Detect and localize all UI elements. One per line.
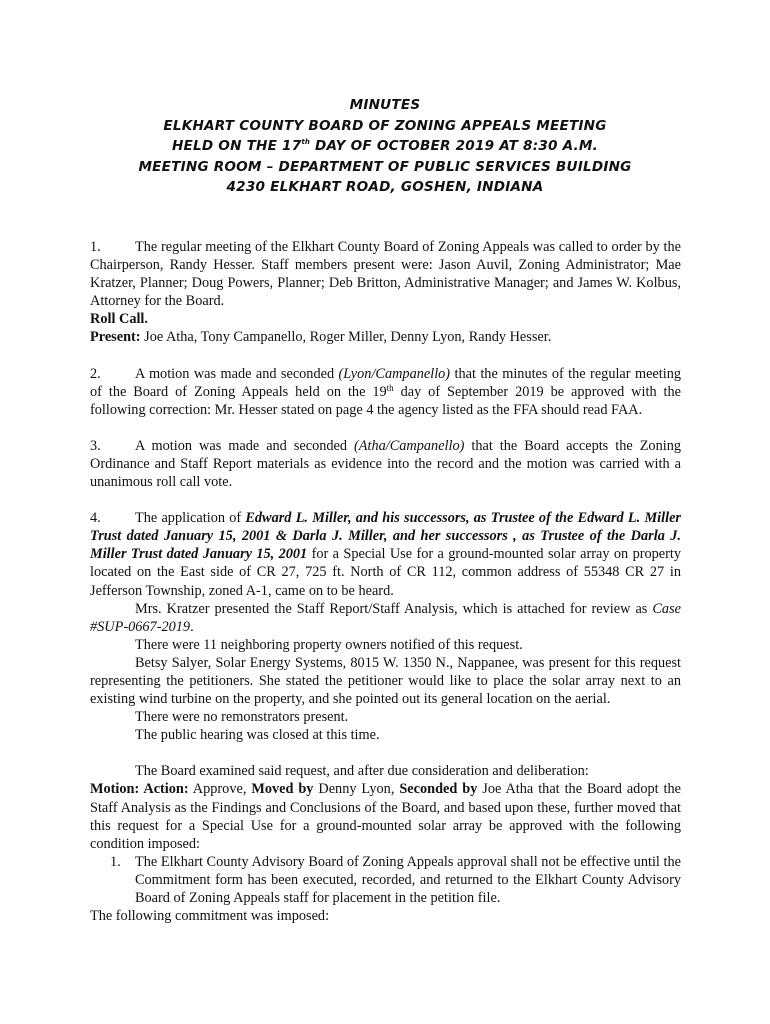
minutes-header xyxy=(90,95,680,198)
item-4-applicants: Edward L. Miller, and his successors, as Trustee of the Edward L. Miller Trust dated January 15, 2001 & Darla J. Miller, and her successors , as Trustee of the Darla J. Miller Trust dated January 15, 2001 xyxy=(90,510,681,563)
moved-by-label: Moved by xyxy=(251,781,314,798)
item-3-text-a: A motion was made and seconded xyxy=(135,437,354,454)
staff-report-paragraph xyxy=(90,600,681,636)
item-3-text-b: that the Board accepts the Zoning Ordinance and Staff Report materials as evidence into the record and the motion was carried with a unanimous roll call vote. xyxy=(90,437,681,491)
no-remonstrators-line: There were no remonstrators present. xyxy=(135,709,349,726)
item-4-text-a: The application of xyxy=(135,510,246,527)
present-members: Joe Atha, Tony Campanello, Roger Miller, Denny Lyon, Randy Hesser. xyxy=(140,329,552,346)
item-2-paragraph xyxy=(90,365,681,419)
seconded-by-label: Seconded by xyxy=(399,781,478,798)
item-1-paragraph xyxy=(90,238,681,310)
examined-line: The Board examined said request, and after due consideration and deliberation: xyxy=(135,763,589,780)
header-date-line xyxy=(90,136,680,157)
roll-call-label: Roll Call. xyxy=(90,311,148,328)
roll-call xyxy=(90,310,681,328)
item-1-number: 1. xyxy=(90,239,101,255)
header-meeting-room: MEETING ROOM – DEPARTMENT OF PUBLIC SERVICES BUILDING xyxy=(138,158,632,175)
item-3-number: 3. xyxy=(90,437,101,454)
item-3-paragraph xyxy=(90,437,681,491)
motion-paragraph xyxy=(90,780,681,852)
header-title: MINUTES xyxy=(349,97,421,113)
motion-text-b: Joe Atha that the Board adopt the Staff Analysis as the Findings and Conclusions of the Board, and based upon these, further moved that this request for a Special Use for a ground-mounted solar array be approved with the following condition imposed: xyxy=(90,781,681,852)
commitment-line: The following commitment was imposed: xyxy=(90,908,330,925)
condition-text: The Elkhart County Advisory Board of Zoning Appeals approval shall not be effective until the Commitment form has been executed, recorded, and returned to the Elkhart County Advisory Board of Zoning Appeals staff for placement in the petition file. xyxy=(135,853,681,906)
present-label: Present: xyxy=(90,329,141,346)
motion-label: Motion: Action: xyxy=(90,781,189,798)
item-2-sup: th xyxy=(386,382,394,393)
header-date-sup: th xyxy=(301,138,311,146)
condition-item xyxy=(110,853,681,907)
item-4-number: 4. xyxy=(90,510,101,527)
condition-number: 1. xyxy=(110,853,121,870)
item-4-text-b: for a Special Use for a ground-mounted solar array on property located on the East side of CR 27, 725 ft. North of CR 112, common address of 55348 CR 27 in Jefferson Township, zoned A-1, came on to be heard. xyxy=(90,546,681,599)
staff-report-text: Mrs. Kratzer presented the Staff Report/Staff Analysis, which is attached for review as xyxy=(135,600,653,617)
item-4-paragraph xyxy=(90,509,681,599)
item-2-text-a: A motion was made and seconded xyxy=(135,365,339,382)
minutes-body xyxy=(90,238,681,925)
hearing-closed-line: The public hearing was closed at this time. xyxy=(135,727,380,744)
item-2-text-b: that the minutes of the regular meeting of the Board of Zoning Appeals held on the 19 xyxy=(90,365,681,400)
present-line xyxy=(90,328,681,346)
moved-by-name: Denny Lyon, xyxy=(313,781,400,798)
header-date-b: DAY OF OCTOBER 2019 AT 8:30 A.M. xyxy=(310,138,599,154)
item-3-movers: (Atha/Campanello) xyxy=(354,437,465,454)
case-number: Case #SUP-0667-2019 xyxy=(90,600,681,635)
item-2-movers: (Lyon/Campanello) xyxy=(338,365,451,382)
salyer-paragraph: Betsy Salyer, Solar Energy Systems, 8015 W. 1350 N., Nappanee, was present for this request representing the petitioners. She stated the petitioner would like to place the solar array next to an existing wind turbine on the property, and she pointed out its general location on the aerial. xyxy=(90,654,681,708)
item-2-text-c: day of September 2019 be approved with the following correction: Mr. Hesser stated on page 4 the agency listed as the FFA should read FAA. xyxy=(90,383,681,418)
item-1-text: The regular meeting of the Elkhart County Board of Zoning Appeals was called to order by the Chairperson, Randy Hesser. Staff members present were: Jason Auvil, Zoning Administrator; Mae Kratzer, Planner; Doug Powers, Planner; Deb Britton, Administrative Manager; and James W. Kolbus, Attorney for the Board. xyxy=(90,239,681,310)
header-date-a: HELD ON THE 17 xyxy=(171,138,302,154)
notified-line: There were 11 neighboring property owners notified of this request. xyxy=(135,636,523,653)
motion-text-a: Approve, xyxy=(188,781,252,798)
staff-report-end: . xyxy=(190,618,194,635)
header-address: 4230 ELKHART ROAD, GOSHEN, INDIANA xyxy=(226,179,544,195)
header-board-name: ELKHART COUNTY BOARD OF ZONING APPEALS MEETING xyxy=(163,117,607,134)
item-2-number: 2. xyxy=(90,365,101,382)
